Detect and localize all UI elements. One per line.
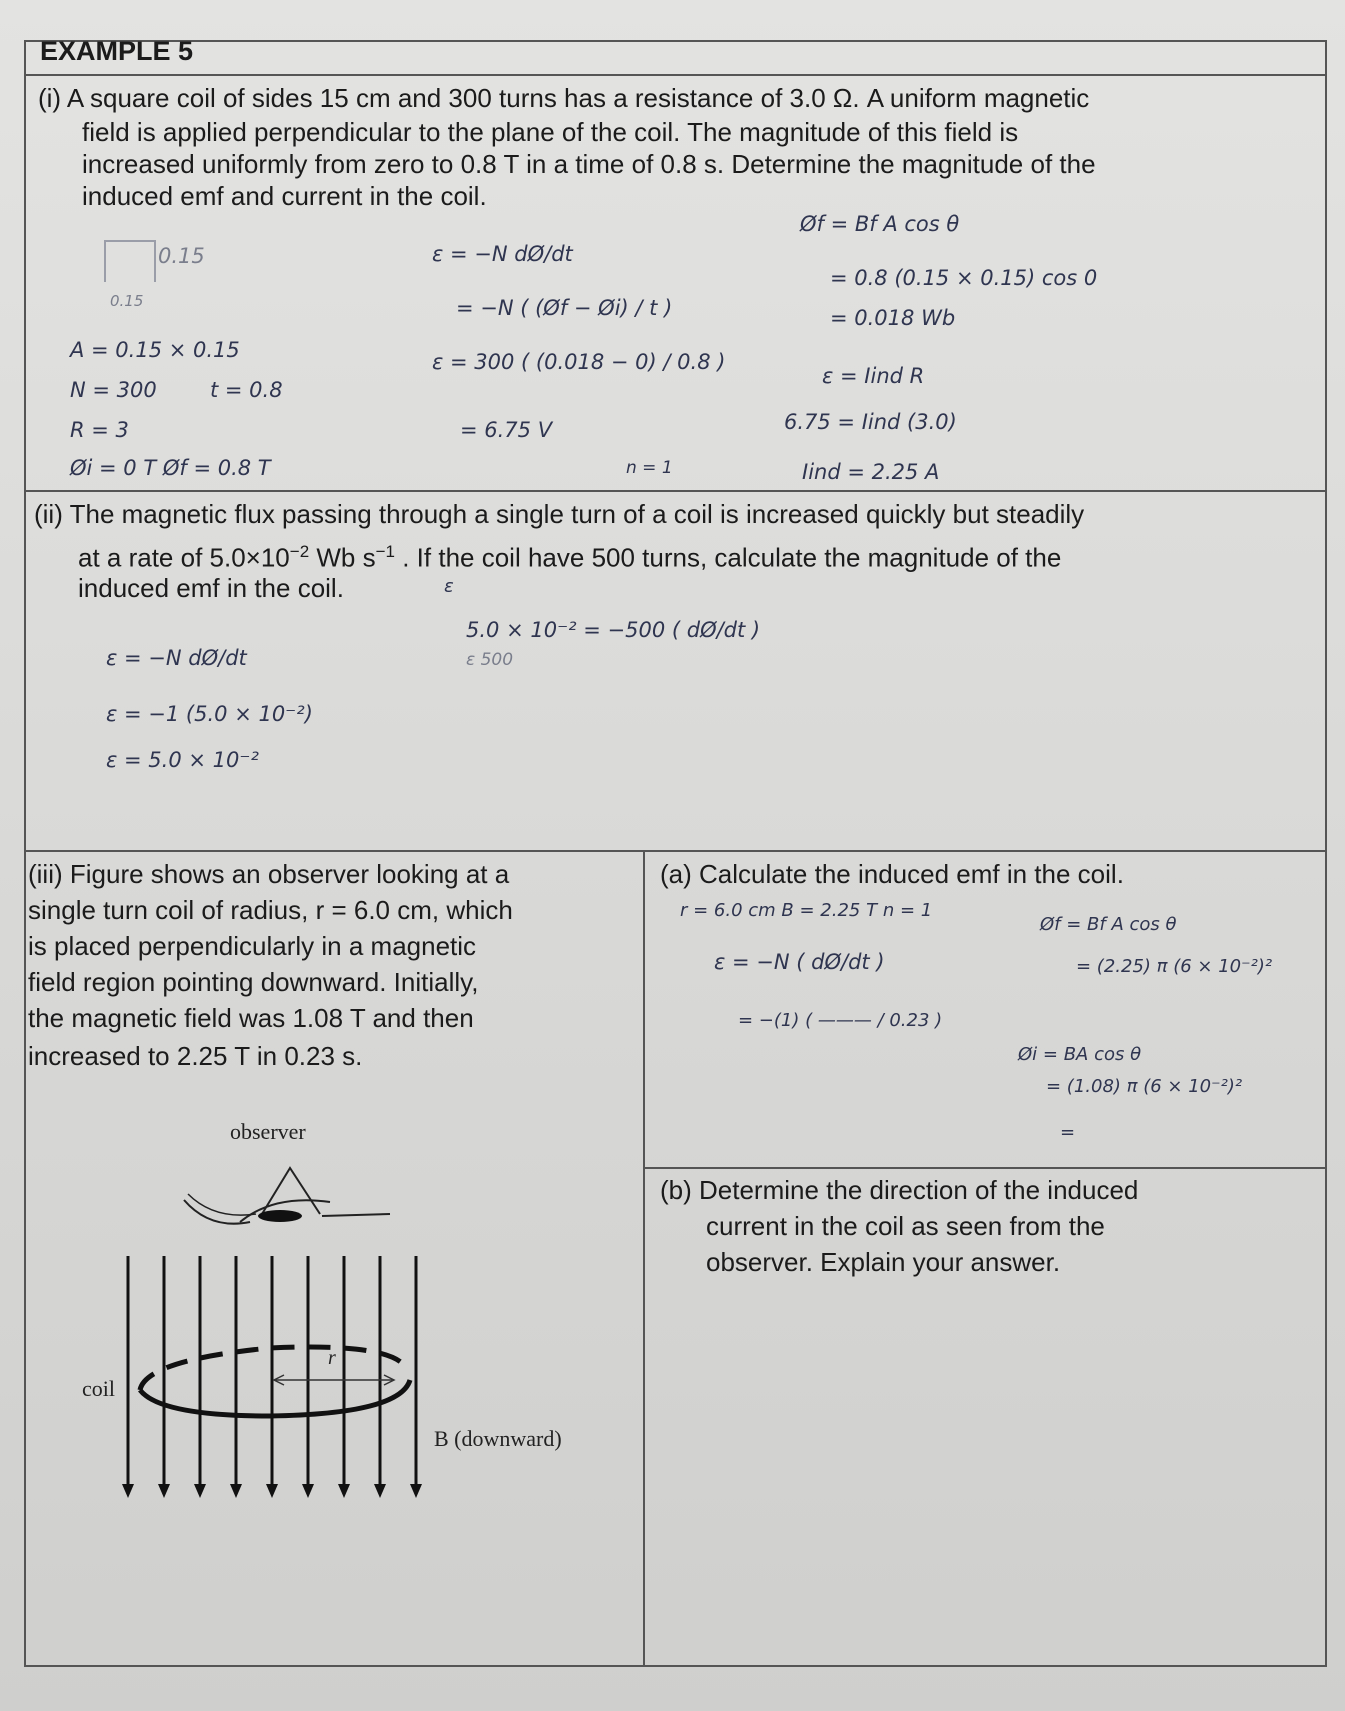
handwritten-q3-equals: =	[1060, 1122, 1076, 1143]
column-divider	[643, 850, 645, 1667]
square-sketch	[104, 240, 156, 282]
q3-line-1: (iii) Figure shows an observer looking at a	[28, 859, 510, 889]
divider-i-ii	[24, 490, 1327, 492]
q3-line-2: single turn coil of radius, r = 6.0 cm, which	[28, 895, 513, 925]
field-label: B (downward)	[434, 1426, 562, 1451]
handwritten-step-3: ε = 300 ( (0.018 − 0) / 0.8 )	[432, 350, 726, 374]
example-title: EXAMPLE 5	[40, 36, 194, 66]
handwritten-q2-result: ε = 5.0 × 10⁻²	[106, 748, 259, 772]
coil-front	[140, 1380, 410, 1416]
q3b-line-3: observer. Explain your answer.	[706, 1247, 1061, 1277]
q1-line-3: increased uniformly from zero to 0.8 T in a time of 0.8 s. Determine the magnitude of the	[82, 149, 1096, 179]
handwritten-q3-final-flux-sub: = (2.25) π (6 × 10⁻²)²	[1076, 956, 1273, 977]
coil-back-dashed	[140, 1347, 408, 1390]
handwritten-turns: N = 300	[70, 378, 157, 402]
handwritten-side-label: 0.15	[110, 292, 144, 310]
handwritten-q3-final-flux: Øf = Bf A cos θ	[1040, 914, 1177, 935]
handwritten-faraday: ε = −N dØ/dt	[432, 242, 573, 266]
q3b-line-1: (b) Determine the direction of the induced	[660, 1175, 1139, 1205]
q3-line-6: increased to 2.25 T in 0.23 s.	[28, 1041, 363, 1071]
handwritten-q3-sub: = −(1) ( ——— / 0.23 )	[738, 1010, 943, 1031]
q2-line-3: induced emf in the coil.	[78, 573, 344, 603]
q3-line-5: the magnetic field was 1.08 T and then	[28, 1003, 474, 1033]
handwritten-ohm-sub: 6.75 = Iind (3.0)	[784, 410, 957, 434]
handwritten-square-label: 0.15	[158, 244, 205, 268]
q2-line-2-rest: . If the coil have 500 turns, calculate the magnitude of the	[395, 542, 1062, 573]
divider-a-b	[643, 1167, 1327, 1169]
handwritten-epsilon-mark: ε	[444, 576, 454, 597]
handwritten-current-result: Iind = 2.25 A	[802, 460, 940, 484]
handwritten-flux-result: = 0.018 Wb	[830, 306, 956, 330]
handwritten-resistance: R = 3	[70, 418, 129, 442]
q3a-prompt: (a) Calculate the induced emf in the coil.	[660, 859, 1124, 889]
coil-figure	[60, 1110, 620, 1510]
q3-line-4: field region pointing downward. Initially,	[28, 967, 479, 997]
handwritten-q3-givens: r = 6.0 cm B = 2.25 T n = 1	[680, 900, 933, 921]
divider-ii-iii	[24, 850, 1327, 852]
q1-line-4: induced emf and current in the coil.	[82, 181, 487, 211]
title-divider	[24, 74, 1327, 76]
handwritten-q2-sub: ε = −1 (5.0 × 10⁻²)	[106, 702, 313, 726]
handwritten-step-2: = −N ( (Øf − Øi) / t )	[456, 296, 673, 320]
field-arrowheads	[122, 1484, 422, 1498]
handwritten-ohm: ε = Iind R	[822, 364, 925, 388]
q1-line-1: (i) A square coil of sides 15 cm and 300 turns has a resistance of 3.0 Ω. A uniform magnetic	[38, 83, 1090, 113]
handwritten-q3-initial-flux-sub: = (1.08) π (6 × 10⁻²)²	[1046, 1076, 1243, 1097]
handwritten-q3-initial-flux: Øi = BA cos θ	[1018, 1044, 1142, 1065]
q3b-line-2: current in the coil as seen from the	[706, 1211, 1105, 1241]
handwritten-emf-result: = 6.75 V	[460, 418, 553, 442]
magnetic-field-lines	[128, 1256, 416, 1488]
handwritten-q3-faraday: ε = −N ( dØ/dt )	[714, 950, 885, 974]
q2-rate-exponent: −2	[289, 542, 310, 561]
handwritten-area: A = 0.15 × 0.15	[70, 338, 240, 362]
handwritten-q2-faraday: ε = −N dØ/dt	[106, 646, 247, 670]
q2-unit-exponent: −1	[375, 542, 396, 561]
handwritten-time: t = 0.8	[210, 378, 283, 402]
handwritten-flux-formula: Øf = Bf A cos θ	[800, 212, 960, 236]
handwritten-q2-rearranged: 5.0 × 10⁻² = −500 ( dØ/dt )	[466, 618, 761, 642]
q2-rate-unit: Wb s	[309, 542, 376, 573]
radius-label: r	[328, 1347, 336, 1369]
handwritten-flux-sub: = 0.8 (0.15 × 0.15) cos 0	[830, 266, 1098, 290]
handwritten-q2-faint: ε 500	[466, 650, 514, 670]
handwritten-flux-values: Øi = 0 T Øf = 0.8 T	[70, 456, 271, 480]
observer-eye-icon	[184, 1168, 390, 1224]
q2-line-1: (ii) The magnetic flux passing through a single turn of a coil is increased quickly but steadily	[34, 499, 1085, 529]
q3-line-3: is placed perpendicularly in a magnetic	[28, 931, 477, 961]
q1-line-2: field is applied perpendicular to the plane of the coil. The magnitude of this field is	[82, 117, 1019, 147]
observer-label: observer	[230, 1119, 306, 1144]
q2-rate-value: at a rate of 5.0×10	[78, 542, 290, 573]
handwritten-n: n = 1	[626, 458, 673, 478]
coil-label: coil	[82, 1376, 115, 1401]
